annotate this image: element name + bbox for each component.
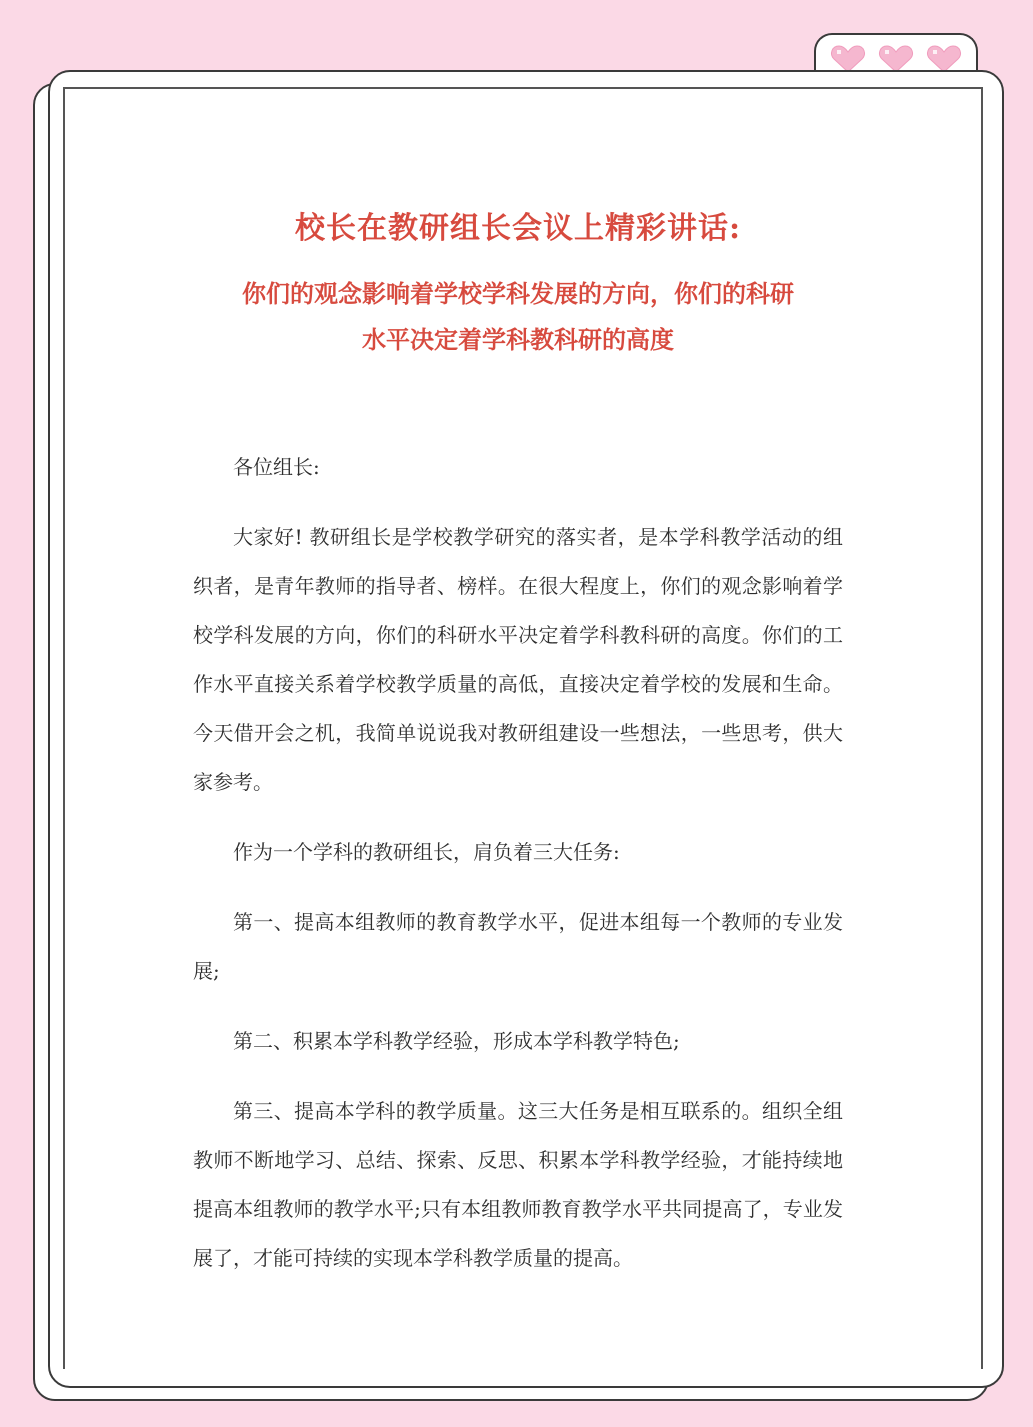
paragraph: 作为一个学科的教研组长，肩负着三大任务: xyxy=(233,840,620,864)
greeting: 各位组长: xyxy=(233,455,320,479)
paragraph: 第一、提高本组教师的教育教学水平，促进本组每一个教师的专业发展; xyxy=(193,910,843,983)
heart-icon xyxy=(928,46,961,72)
heart-icon xyxy=(832,46,865,72)
document-content xyxy=(193,205,843,1304)
paragraph: 大家好! 教研组长是学校教学研究的落实者，是本学科教学活动的组织者，是青年教师的指导者、榜样。在很大程度上，你们的观念影响着学校学科发展的方向，你们的科研水平决定着学科教科研的高度。你们的工作水平直接关系着学校教学质量的高低，直接决定着学校的发展和生命。今天借开会之机，我简单说说我对教研组建设一些想法，一些思考，供大家参考。 xyxy=(193,525,843,794)
document-body xyxy=(193,443,843,1283)
paragraph: 第二、积累本学科教学经验，形成本学科教学特色; xyxy=(233,1029,680,1053)
heart-icon xyxy=(880,46,913,72)
paragraph: 第三、提高本学科的教学质量。这三大任务是相互联系的。组织全组教师不断地学习、总结、探索、反思、积累本学科教学经验，才能持续地提高本组教师的教学水平;只有本组教师教育教学水平共同提高了，专业发展了，才能可持续的实现本学科教学质量的提高。 xyxy=(193,1099,843,1270)
document-subtitle-line1: 你们的观念影响着学校学科发展的方向，你们的科研 xyxy=(242,279,794,308)
document-subtitle-line2: 水平决定着学科教科研的高度 xyxy=(362,325,674,354)
document-title: 校长在教研组长会议上精彩讲话: xyxy=(294,211,742,246)
